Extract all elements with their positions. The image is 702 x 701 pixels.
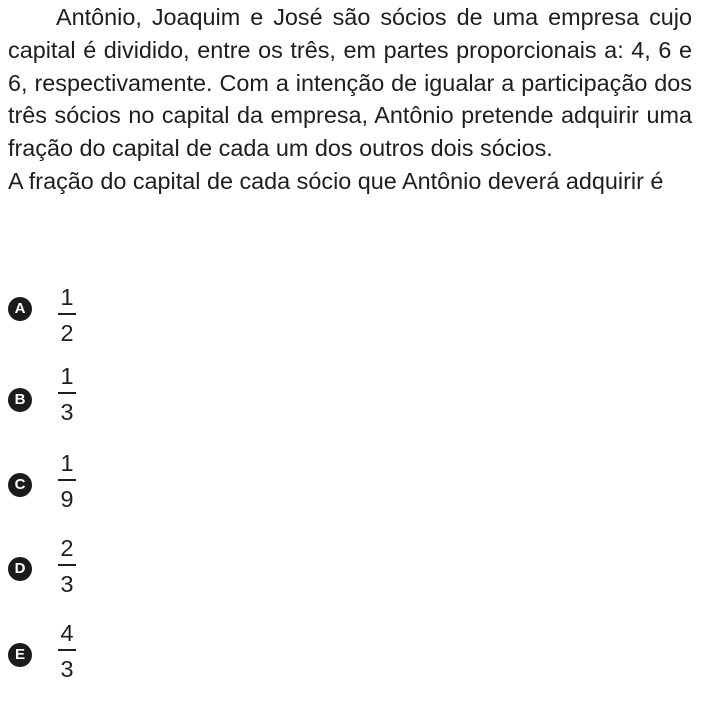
fraction-bar [58, 479, 76, 481]
option-fraction [58, 449, 76, 513]
option-fraction [58, 619, 76, 683]
fraction-numerator: 2 [60, 535, 74, 561]
fraction-numerator: 1 [60, 284, 74, 310]
fraction-denominator: 3 [60, 571, 74, 597]
fraction-numerator: 4 [60, 620, 74, 646]
option-letter-badge: B [8, 388, 32, 412]
option-fraction [58, 534, 76, 598]
fraction-denominator: 2 [60, 320, 74, 346]
fraction-bar [58, 564, 76, 566]
option-d[interactable] [8, 535, 148, 615]
fraction-bar [58, 392, 76, 394]
fraction-numerator: 1 [60, 363, 74, 389]
fraction-denominator: 3 [60, 399, 74, 425]
option-c[interactable] [8, 450, 148, 529]
question-stem: Antônio, Joaquim e José são sócios de uma empresa cujo capital é dividido, entre os três, em partes proporcionais a: 4, 6 e 6, respectivamente. Com a intenção de igualar a participação dos três sócios no capital da empresa, Antônio pretende adquirir uma fração do capital de cada um dos outros dois sócios. [8, 4, 692, 162]
option-letter-badge: D [8, 557, 32, 581]
option-fraction [58, 283, 76, 347]
fraction-bar [58, 313, 76, 315]
option-letter-badge: C [8, 473, 32, 497]
option-e[interactable] [8, 620, 148, 701]
option-letter-badge: E [8, 643, 32, 667]
fraction-denominator: 9 [60, 486, 74, 512]
question-prompt: A fração do capital de cada sócio que Antônio deverá adquirir é [8, 167, 664, 194]
fraction-bar [58, 649, 76, 651]
question-page [8, 0, 692, 195]
option-letter-badge: A [8, 297, 32, 321]
option-fraction [58, 362, 76, 426]
option-b[interactable] [8, 363, 148, 442]
fraction-numerator: 1 [60, 450, 74, 476]
fraction-denominator: 3 [60, 656, 74, 682]
option-a[interactable] [8, 285, 148, 355]
